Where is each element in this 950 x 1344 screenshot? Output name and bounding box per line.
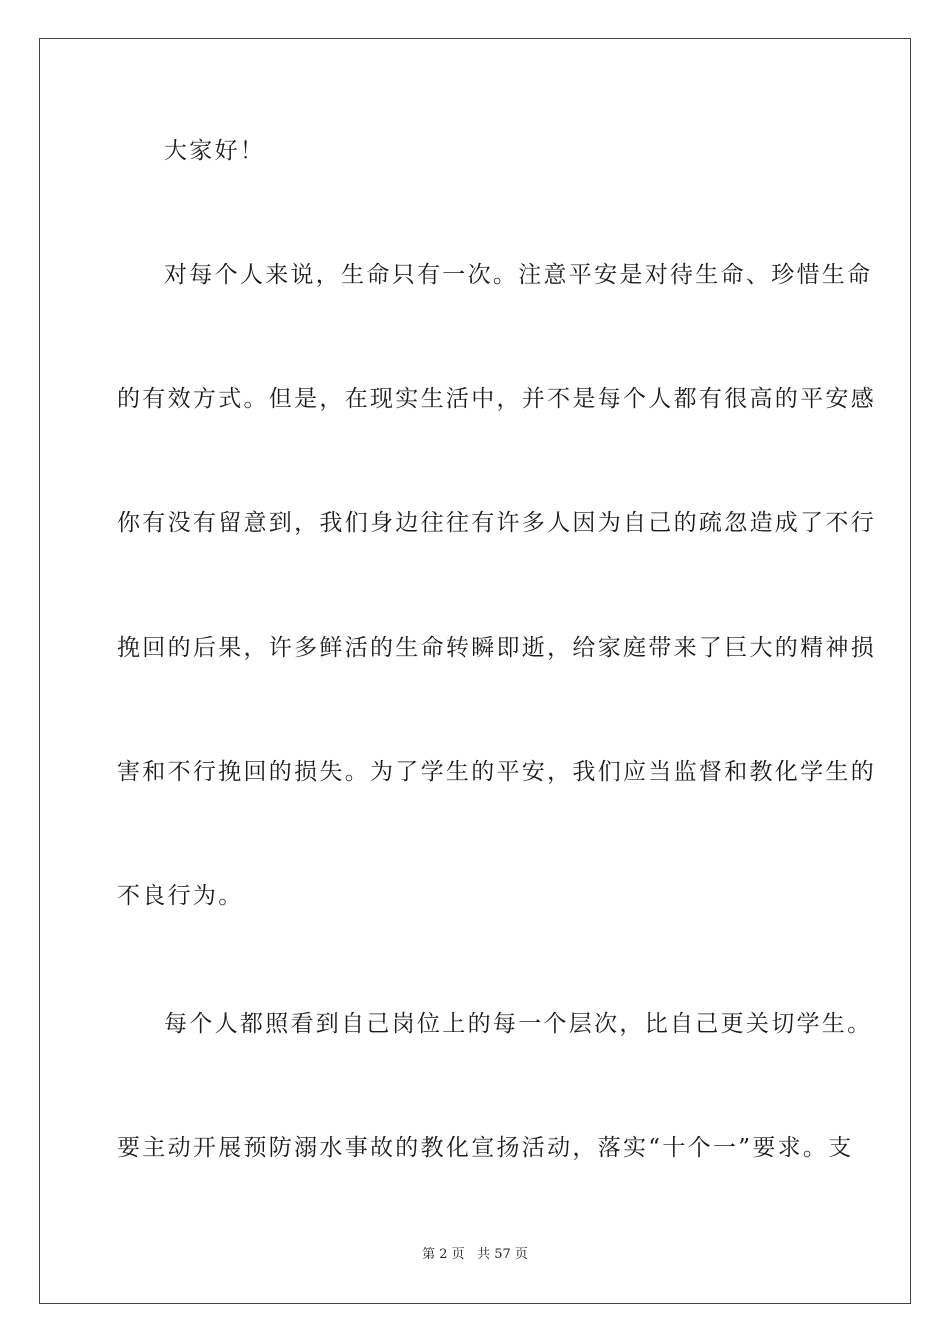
page-number: 第 2 页 bbox=[422, 1247, 465, 1262]
page-footer bbox=[0, 1246, 950, 1264]
page-total: 共 57 页 bbox=[477, 1247, 528, 1262]
text-line: 你有没有留意到，我们身边往往有许多人因为自己的疏忽造成了不行 bbox=[117, 510, 876, 536]
text-line-paragraph-2-start: 每个人都照看到自己岗位上的每一个层次，比自己更关切学生。 bbox=[164, 1011, 873, 1037]
text-line: 害和不行挽回的损失。为了学生的平安，我们应当监督和教化学生的 bbox=[117, 759, 876, 785]
text-line-greeting: 大家好！ bbox=[164, 138, 266, 164]
page-frame bbox=[39, 38, 911, 1304]
text-line: 的有效方式。但是，在现实生活中，并不是每个人都有很高的平安感 bbox=[117, 386, 876, 412]
text-line: 挽回的后果，许多鲜活的生命转瞬即逝，给家庭带来了巨大的精神损 bbox=[117, 635, 876, 661]
text-line-paragraph-1-start: 对每个人来说，生命只有一次。注意平安是对待生命、珍惜生命 bbox=[164, 262, 873, 288]
text-line: 要主动开展预防溺水事故的教化宣扬活动，落实“十个一”要求。支 bbox=[117, 1135, 854, 1161]
text-line: 不良行为。 bbox=[117, 883, 244, 909]
